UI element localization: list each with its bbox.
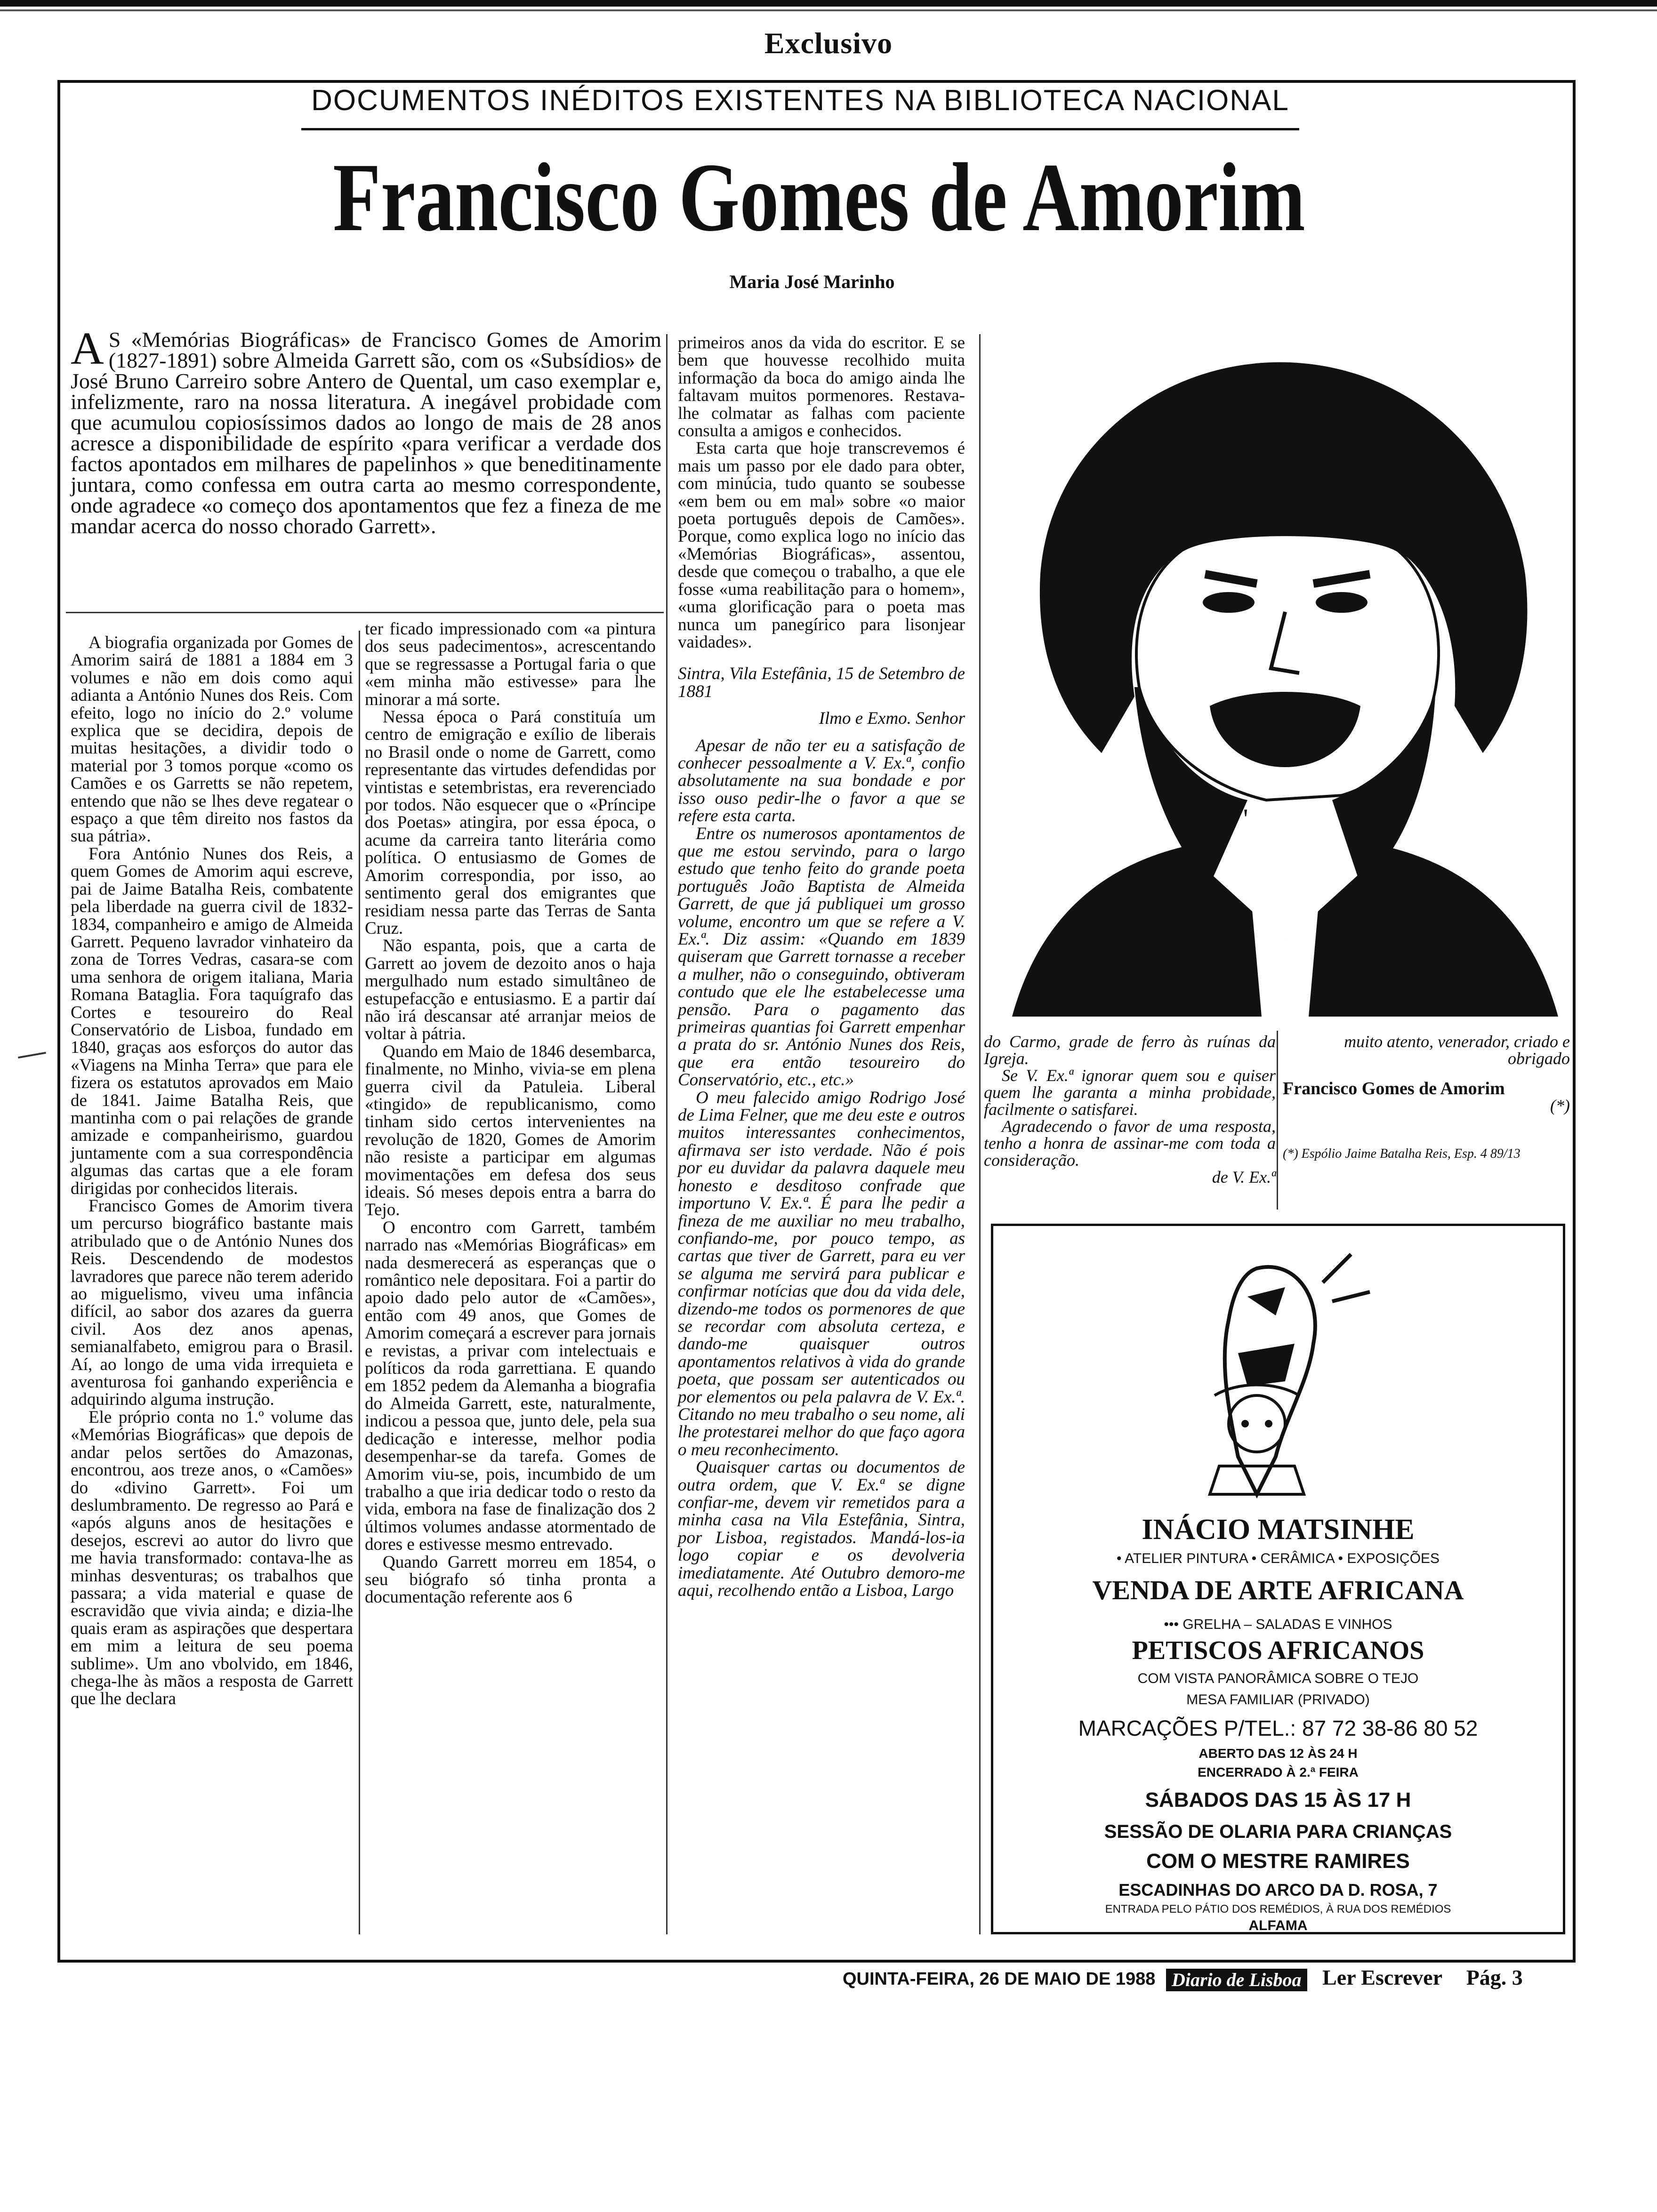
top-rule [0,0,1657,7]
advertisement [991,1224,1565,1934]
ad-main-line: VENDA DE ARTE AFRICANA [1092,1575,1464,1605]
body-column-3 [678,334,965,1599]
supra-title-underline [301,128,1299,130]
paragraph: Francisco Gomes de Amorim tivera um percurso biográfico bastante mais atribulado que o de António Nunes dos Reis. Descendendo de modestos lavradores que parece não terem aderido ao miguelismo, viveu uma infância difícil, ao sabor dos azares da guerra civil. Aos dez anos apenas, semianalfabeto, emigrou para o Brasil. Aí, ao longo de uma vida irrequieta e aventurosa foi ganhando experiência e adquirindo alguma instrução. [71,1196,353,1410]
page-footer [843,1965,1577,2003]
ad-grill-line: ••• GRELHA – SALADAS E VINHOS [1164,1617,1392,1632]
ad-table: MESA FAMILIAR (PRIVADO) [1186,1692,1370,1707]
ad-pottery: SESSÃO DE OLARIA PARA CRIANÇAS [1104,1821,1452,1842]
body-column-2 [365,620,656,1606]
letter-paragraph: Se V. Ex.ª ignorar quem sou e quiser quem lhe garanta a minha probidade, facilmente o satisfarei. [984,1066,1276,1119]
letter-place-date: Sintra, Vila Estefânia, 15 de Setembro de 1881 [678,664,965,701]
ad-entrance: ENTRADA PELO PÁTIO DOS REMÉDIOS, À RUA DOS REMÉDIOS [1105,1903,1451,1915]
section-kicker: Exclusivo [764,26,893,60]
ad-view: COM VISTA PANORÂMICA SOBRE O TEJO [1137,1671,1419,1686]
column-rule [1277,1031,1278,1210]
paragraph: Quando em Maio de 1846 desembarca, finalmente, no Minho, vivia-se em plena guerra civil da Patuleia. Liberal «tingido» de republicanismo, como tinham sido certos intervenientes na revolução de 1820, Gomes de Amorim não resiste a participar em algumas movimentações em defesa dos seus ideais. Só meses depois entra a barra do Tejo. [365,1042,656,1220]
page-number: Pág. 3 [1466,1965,1523,1989]
paragraph: Esta carta que hoje transcrevemos é mais um passo por ele dado para obter, com minúcia, tudo quanto se soubesse «em bem ou em mal» sobre «o maior poeta português depois de Camões». Porque, como explica logo no início das «Memórias Biográficas», assentou, desde que começou o trabalho, a que ele fosse «uma reabilitação para o homem», «uma glorificação para o poeta mas nunca um panegírico para lisonjear vaidades». [678,439,965,652]
letter [678,665,965,1599]
margin-mark [18,1052,46,1058]
ad-address: ESCADINHAS DO ARCO DA D. ROSA, 7 [1118,1880,1438,1899]
paragraph: O encontro com Garrett, também narrado nas «Memórias Biográficas» em nada desmerecerá as esperanças que o romântico nele depositara. Foi a partir do apoio dado pelo autor de «Camões», então com 49 anos, que Gomes de Amorim começará a escrever para jornais e revistas, a privar com intelectuais e políticos da roda garrettiana. E quando em 1852 pedem da Alemanha a biografia do Almeida Garrett, este, naturalmente, indicou a pessoa que, junto dele, pela sua dedicação e interesse, melhor podia desempenhar-se da tarefa. Gomes de Amorim viu-se, pois, incumbido de um trabalho a que iria dedicar todo o resto da vida, embora na fase de finalização dos 2 últimos volumes andasse atormentado de dores e estivesse mesmo entrevado. [365,1218,656,1555]
ad-artwork [993,1240,1563,1504]
ad-services: • ATELIER PINTURA • CERÂMICA • EXPOSIÇÕES [1116,1551,1440,1566]
column-rule [666,334,668,1934]
paragraph: A biografia organizada por Gomes de Amorim sairá de 1881 a 1884 em 3 volumes e não em dois como aqui adianta a António Nunes dos Reis. Com efeito, logo no início do 2.º volume explica que se decidira, depois de muitas hesitações, a dividir todo o material por 3 tomos porque «como os Camões e os Garretts se não repetem, entendo que não se lhes deve regatear o espaço a que têm direito nos fastos da sua pátria». [71,633,353,846]
signature-column [1283,1033,1570,1161]
paragraph: Ele próprio conta no 1.º volume das «Memórias Biográficas» que depois de andar pelos sertões do Amazonas, encontrou, aos treze anos, o «Camões» do «divino Garrett». Foi um deslumbramento. De regresso ao Pará e «após alguns anos de hesitações e desejos, escrevi ao autor do livro que me havia transformado: contava-lhe as minhas desventuras; os trabalhos que passara; a vida material e quase de escravidão que vivia ainda; e dizia-lhe quais eram as aspirações que despertara em mim a leitura de seu poema sublime». Um ano vbolvido, em 1846, chega-lhe às mãos a resposta de Garrett que lhe declara [71,1407,353,1709]
ad-district: ALFAMA [1248,1918,1308,1933]
ad-closed: ENCERRADO À 2.ª FEIRA [1198,1765,1359,1779]
ad-phone: MARCAÇÕES P/TEL.: 87 72 38-86 80 52 [1078,1716,1478,1740]
paragraph: primeiros anos da vida do escritor. E se bem que houvesse recolhido muita informação da boca do amigo ainda lhe faltavam muitos pormenores. Restava-lhe colmatar as falhas com paciente consulta a amigos e conhecidos. [678,333,965,441]
lead-divider [66,612,664,613]
top-rule-thin [0,9,1657,11]
paragraph: Fora António Nunes dos Reis, a quem Gomes de Amorim aqui escreve, pai de Jaime Batalha Reis, combatente pela liberdade na guerra civil de 1832-1834, companheiro e amigo de Almeida Garrett. Pequeno lavrador vinhateiro da zona de Torres Vedras, casara-se com uma senhora de origem italiana, Maria Romana Bataglia. Fora taquígrafo das Cortes e tesoureiro do Real Conservatório de Lisboa, fundado em 1840, graças aos esforços do autor das «Viagens na Minha Terra» que para ele fizera os estatutos aprovados em Maio de 1841. Jaime Batalha Reis, que mantinha com o pai relações de grande amizade e companheirismo, guardou juntamente com a sua correspondência algumas das cartas que a ele foram dirigidas por conhecidos literais. [71,844,353,1198]
svg-text:' 0 ': ' 0 ' [1210,803,1248,834]
ad-saturdays: SÁBADOS DAS 15 ÀS 17 H [1145,1788,1411,1811]
letter-paragraph: do Carmo, grade de ferro às ruínas da Igreja. [984,1032,1276,1068]
ad-hours: ABERTO DAS 12 ÀS 24 H [1199,1746,1358,1761]
letter-paragraph: O meu falecido amigo Rodrigo José de Lima Felner, que me deu este e outros muitos interessantes conhecimentos, afirmava ser isto verdade. Não é pois por eu duvidar da palavra daquele meu honesto e desditoso confrade que importuno V. Ex.ª. É para lhe pedir a fineza de me auxiliar no meu trabalho, confiando-me, por pouco tempo, as cartas que tiver de Garrett, para eu ver se alguma me servirá para publicar e confirmar notícias que dou da vida dele, dizendo-me todos os pormenores de que se recordar com absoluta certeza, e dando-me quaisquer outros apontamentos relativos à vida do grande poeta, que possam ser autenticados ou por elementos ou pela palavra de V. Ex.ª. Citando no meu trabalho o seu nome, ali lhe protestarei melhor do que faço agora o meu reconhecimento. [678,1088,965,1459]
letter-valediction: muito atento, venerador, criado e obrigado [1344,1032,1570,1068]
letter-paragraph: Entre os numerosos apontamentos de que me estou servindo, para o largo estudo que tenho feito do grande poeta português João Baptista de Almeida Garrett, de que já publiquei um grosso volume, encontro um que se refere a V. Ex.ª. Diz assim: «Quando em 1839 quiseram que Garrett tornasse a receber a mulher, não o conseguindo, obtiveram contudo que ele lhe estabelecesse uma pensão. Para o pagamento das primeiras quantias foi Garrett empenhar a prata do sr. António Nunes dos Reis, que era então tesoureiro do Conservatório, etc., etc.» [678,824,965,1090]
footnote: (*) Espólio Jaime Batalha Reis, Esp. 4 89/13 [1283,1146,1520,1161]
paragraph: ter ficado impressionado com «a pintura dos seus padecimentos», acrescentando que se regressasse a Portugal faria o que «em minha mão estivesse» para lhe minorar a má sorte. [365,619,656,709]
footer-date: QUINTA-FEIRA, 26 DE MAIO DE 1988 [843,1969,1156,1989]
lead-paragraph: AS «Memórias Biográficas» de Francisco Gomes de Amorim (1827-1891) sobre Almeida Garrett são, com os «Subsídios» de José Bruno Carreiro sobre Antero de Quental, um caso exemplar e, infelizmente, raro na nossa literatura. A inegável probidade com que acumulou copiosíssimos dados ao longo de mais de 28 anos acresce a disponibilidade de espírito «para verificar a verdade dos factos apontados em milhares de papelinhos » que beneditinamente juntara, como confessa em outra carta ao mesmo correspondente, onde agradece «o começo dos apontamentos que fez a fineza de me mandar acerca do nosso chorado Garrett». [71,323,661,538]
newspaper-masthead: Diario de Lisboa [1166,1969,1307,1991]
supra-title: DOCUMENTOS INÉDITOS EXISTENTES NA BIBLIOTECA NACIONAL [311,84,1289,117]
footer-section: Ler Escrever [1322,1965,1443,1989]
letter-paragraph: Apesar de não ter eu a satisfação de conhecer pessoalmente a V. Ex.ª, confio absolutamente na sua bondade e por isso ouso pedir-lhe o favor a que se refere esta carta. [678,736,965,826]
letter-paragraph: Quaisquer cartas ou documentos de outra ordem, que V. Ex.ª se digne confiar-me, devem vir remetidos para a minha casa na Vila Estefânia, Sintra, por Lisboa, registados. Mandá-los-ia logo copiar e os devolveria imediatamente. Até Outubro demoro-me aqui, recolhendo então a Lisboa, Largo [678,1458,965,1601]
portrait-drawing [984,329,1572,1017]
paragraph: Nessa época o Pará constituía um centro de emigração e exílio de liberais no Brasil onde o nome de Garrett, como representante das virtudes defendidas por vintistas e setembristas, era reverenciado por todos. Não esquecer que o «Príncipe dos Poetas» atingira, por essa época, o acume da carreira tanto literária como política. O entusiasmo de Gomes de Amorim correspondia, por isso, ao sentimento geral dos emigrantes que residiam nessa parte das Terras de Santa Cruz. [365,707,656,938]
ad-petiscos: PETISCOS AFRICANOS [1132,1636,1424,1665]
body-column-1 [71,634,353,1708]
signature-footnote-mark: (*) [1550,1096,1570,1115]
ad-master: COM O MESTRE RAMIRES [1146,1850,1410,1873]
letter-signature: Francisco Gomes de Amorim [1283,1079,1505,1098]
ad-business-name: INÁCIO MATSINHE [1142,1514,1415,1546]
letter-close: de V. Ex.ª [1212,1168,1276,1186]
column-rule [359,631,360,1934]
column-rule [979,334,981,1934]
paragraph: Quando Garrett morreu em 1854, o seu biógrafo só tinha pronta a documentação referente aos 6 [365,1552,656,1607]
letter-paragraph: Agradecendo o favor de uma resposta, tenho a honra de assinar-me com toda a consideração. [984,1117,1276,1170]
byline: Maria José Marinho [729,271,895,292]
portrait-illustration [984,329,1572,1017]
headline: Francisco Gomes de Amorim [333,143,1305,251]
letter-salutation: Ilmo e Exmo. Senhor [819,709,965,729]
letter-closing-column [984,1033,1276,1186]
paragraph: Não espanta, pois, que a carta de Garrett ao jovem de dezoito anos o haja mergulhado num estado simultâneo de estupefacção e entusiasmo. E a partir daí não irá descansar até arranjar meios de voltar à pátria. [365,936,656,1044]
